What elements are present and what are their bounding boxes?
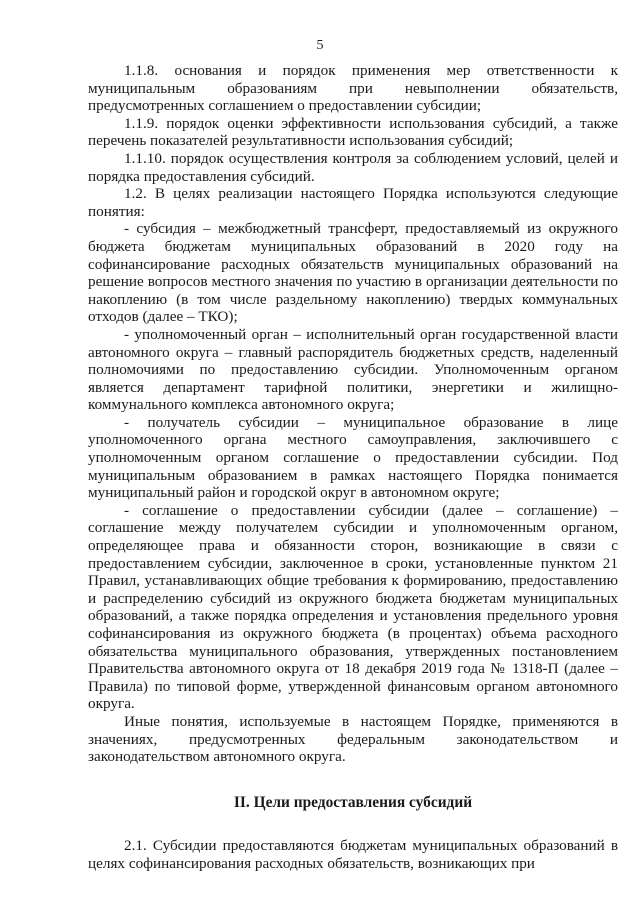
definition-agreement: - соглашение о предоставлении субсидии (далее – соглашение) – соглашение между получателем субсидии и уполномоченным органом, определяющее права и обязанности сторон, возникающие в связи с предоставлением субсидии, заключенное в сроки, установленные пунктом 21 Правил, устанавливающих общие требования к формированию, предоставлению и распределению субсидий из окружного бюджета бюджетам муниципальных образований, а также порядка определения и установления предельного уровня софинансирования из окружного бюджета (в процентах) объема расходного обязательства муниципального образования, утвержденных постановлением Правительства автономного округа от 18 декабря 2019 года № 1318-П (далее – Правила) по типовой форме, утвержденной финансовым органом автономного округа. — [88, 501, 618, 713]
definition-authorized-body: - уполномоченный орган – исполнительный орган государственной власти автономного округа – главный распорядитель бюджетных средств, наделенный полномочиями по предоставлению субсидии. Уполномоченным органом является департамент тарифной политики, энергетики и жилищно-коммунального комплекса автономного округа; — [88, 325, 618, 414]
paragraph-1-1-8: 1.1.8. основания и порядок применения мер ответственности к муниципальным образованиям при невыполнении обязательств, предусмотренных соглашением о предоставлении субсидии; — [88, 62, 618, 115]
paragraph-1-2: 1.2. В целях реализации настоящего Порядка используются следующие понятия: — [88, 185, 618, 220]
section-heading: II. Цели предоставления субсидий — [233, 793, 473, 811]
paragraph-other-terms: Иные понятия, используемые в настоящем Порядке, применяются в значениях, предусмотренных федеральным законодательством и законодательством автономного округа. — [88, 712, 618, 766]
paragraph-1-1-9: 1.1.9. порядок оценки эффективности использования субсидий, а также перечень показателей результативности использования субсидий; — [88, 114, 618, 150]
page-number: 5 — [316, 38, 324, 53]
definition-recipient: - получатель субсидии – муниципальное образование в лице уполномоченного органа местного самоуправления, заключившего с уполномоченным органом соглашение о предоставлении субсидии. Под муниципальным образованием в рамках настоящего Порядка понимается муниципальный район и городской округ в автономном округе; — [88, 413, 618, 502]
definition-subsidy: - субсидия – межбюджетный трансферт, предоставляемый из окружного бюджета бюджетам муниципальных образований в 2020 году на софинансирование расходных обязательств муниципальных образований на решение вопросов местного значения по участию в организации деятельности по накоплению (в том числе раздельному накоплению) твердых коммунальных отходов (далее – ТКО); — [88, 220, 618, 326]
paragraph-2-1: 2.1. Субсидии предоставляются бюджетам муниципальных образований в целях софинансирования расходных обязательств, возникающих при — [88, 837, 618, 872]
document-body — [88, 62, 618, 873]
paragraph-1-1-10: 1.1.10. порядок осуществления контроля за соблюдением условий, целей и порядка предоставления субсидий. — [88, 149, 618, 185]
